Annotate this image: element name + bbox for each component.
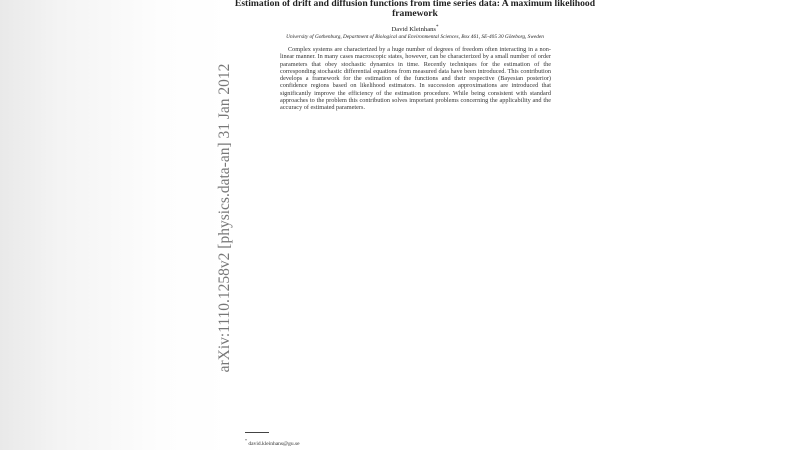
author-footnote-mark: *	[436, 24, 439, 30]
arxiv-stamp: arXiv:1110.1258v2 [physics.data-an] 31 Jan 2012	[216, 63, 233, 373]
footnote-rule	[245, 432, 269, 433]
author-name: David Kleinhans	[391, 26, 436, 33]
abstract: Complex systems are characterized by a huge number of degrees of freedom often interacting in a non-linear manner. In many cases macroscopic states, however, can be characterized by a small number of order parameters that obey stochastic dynamics in time. Recently techniques for the estimation of the corresponding stochastic differential equations from measured data have been introduced. This contribution develops a framework for the estimation of the functions and their respective (Bayesian posterior) confidence regions based on likelihood estimators. In succession approximations are introduced that significantly improve the efficiency of the estimation procedure. While being consistent with standard approaches to the problem this contribution solves important problems concerning the applicability and the accuracy of estimated parameters.	[280, 46, 551, 112]
footnote	[245, 438, 300, 448]
author	[240, 26, 590, 33]
paper-title: Estimation of drift and diffusion functions from time series data: A maximum likelihood framework	[234, 0, 596, 19]
affiliation: University of Gothenburg, Department of Biological and Environmental Sciences, Box 461, SE-405 30 Göteborg, Sweden	[286, 34, 544, 40]
footnote-email: david.kleinhans@gu.se	[248, 441, 300, 447]
footnote-mark: *	[245, 438, 247, 444]
